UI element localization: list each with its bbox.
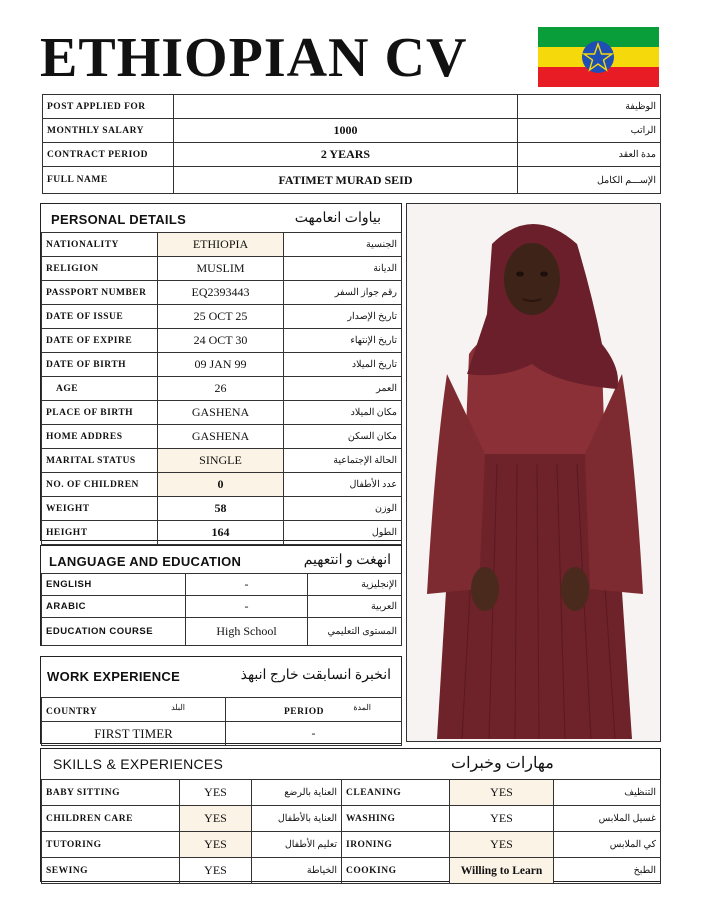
field-value: EQ2393443: [158, 281, 284, 305]
table-row: [42, 698, 402, 722]
skill-value: YES: [180, 858, 252, 884]
table-row: [42, 425, 402, 449]
field-value: GASHENA: [158, 425, 284, 449]
header-label: MONTHLY SALARY: [43, 119, 174, 143]
field-value: -: [186, 596, 308, 618]
table-row: [42, 449, 402, 473]
skills-table: [41, 779, 661, 884]
personal-details-table: [41, 232, 402, 545]
field-label: DATE OF BIRTH: [42, 353, 158, 377]
skill-label: CHILDREN CARE: [42, 806, 180, 832]
work-experience-section: [40, 656, 402, 744]
table-row: [42, 329, 402, 353]
field-value: 26: [158, 377, 284, 401]
field-label-ar: الديانة: [284, 257, 402, 281]
field-value: ETHIOPIA: [158, 233, 284, 257]
table-row: [42, 521, 402, 545]
field-value: High School: [186, 618, 308, 646]
skill-label: WASHING: [342, 806, 450, 832]
table-row: [42, 473, 402, 497]
skill-value: YES: [450, 806, 554, 832]
table-row: [42, 377, 402, 401]
header-label-ar: الراتب: [518, 119, 661, 143]
skill-label-ar: غسيل الملابس: [554, 806, 661, 832]
skill-label: COOKING: [342, 858, 450, 884]
work-experience-heading: WORK EXPERIENCE: [47, 669, 181, 684]
field-value: GASHENA: [158, 401, 284, 425]
skill-value: YES: [180, 806, 252, 832]
skill-label-ar: العناية بالأطفال: [252, 806, 342, 832]
field-value: SINGLE: [158, 449, 284, 473]
field-value: 164: [158, 521, 284, 545]
header-label-ar: مدة العقد: [518, 143, 661, 167]
header-value: FATIMET MURAD SEID: [174, 167, 518, 194]
table-row: [42, 618, 402, 646]
field-label-ar: المستوى التعليمي: [308, 618, 402, 646]
skill-label: CLEANING: [342, 780, 450, 806]
field-label-ar: العربية: [308, 596, 402, 618]
field-label-ar: الحالة الإجتماعية: [284, 449, 402, 473]
table-row: [42, 858, 661, 884]
header-row: [43, 143, 661, 167]
header-value: [174, 95, 518, 119]
header-label: POST APPLIED FOR: [43, 95, 174, 119]
period-label-ar: المدة: [353, 703, 371, 712]
field-label: NATIONALITY: [42, 233, 158, 257]
header-row: [43, 167, 661, 194]
skill-label: BABY SITTING: [42, 780, 180, 806]
table-row: [42, 281, 402, 305]
field-label: MARITAL STATUS: [42, 449, 158, 473]
field-label-ar: مكان السكن: [284, 425, 402, 449]
header-label-ar: الوظيفة: [518, 95, 661, 119]
language-education-heading-ar: انهغت و انتعهيم: [303, 553, 391, 568]
work-table: [41, 697, 402, 746]
candidate-photo: [406, 203, 661, 742]
period-header: [226, 698, 402, 722]
language-education-heading: LANGUAGE AND EDUCATION: [49, 554, 242, 569]
header-label-ar: الإســـم الكامل: [518, 167, 661, 194]
field-label-ar: تاريخ الإنتهاء: [284, 329, 402, 353]
header-row: [43, 95, 661, 119]
table-row: [42, 722, 402, 746]
field-label: ENGLISH: [42, 574, 186, 596]
field-label: HOME ADDRES: [42, 425, 158, 449]
field-label: HEIGHT: [42, 521, 158, 545]
skill-label-ar: العناية بالرضع: [252, 780, 342, 806]
field-label-ar: الجنسية: [284, 233, 402, 257]
table-row: [42, 596, 402, 618]
skill-label-ar: كي الملابس: [554, 832, 661, 858]
field-value: 24 OCT 30: [158, 329, 284, 353]
table-row: [42, 574, 402, 596]
work-experience-heading-ar: انخبرة انسابقت خارج انبهذ: [240, 668, 391, 683]
header-label: FULL NAME: [43, 167, 174, 194]
field-label: PASSPORT NUMBER: [42, 281, 158, 305]
field-label: RELIGION: [42, 257, 158, 281]
personal-details-heading-ar: بياوات انعامهت: [294, 211, 381, 226]
language-education-section: [40, 545, 402, 646]
field-value: 25 OCT 25: [158, 305, 284, 329]
country-header: [42, 698, 226, 722]
field-label: NO. OF CHILDREN: [42, 473, 158, 497]
field-value: 58: [158, 497, 284, 521]
field-label: DATE OF ISSUE: [42, 305, 158, 329]
language-table: [41, 573, 402, 646]
country-label-ar: البلد: [171, 703, 185, 712]
period-label: PERIOD: [284, 706, 324, 717]
skills-section: [40, 748, 661, 882]
table-row: [42, 353, 402, 377]
skill-label-ar: الخياطة: [252, 858, 342, 884]
page-title: ETHIOPIAN CV: [40, 27, 468, 89]
field-label-ar: العمر: [284, 377, 402, 401]
field-value: -: [186, 574, 308, 596]
country-label: COUNTRY: [46, 706, 98, 717]
skill-label-ar: الطبخ: [554, 858, 661, 884]
period-value: -: [226, 722, 402, 746]
country-value: FIRST TIMER: [42, 722, 226, 746]
table-row: [42, 806, 661, 832]
field-label: EDUCATION COURSE: [42, 618, 186, 646]
personal-details-heading: PERSONAL DETAILS: [51, 212, 187, 227]
table-row: [42, 832, 661, 858]
field-label-ar: مكان الميلاد: [284, 401, 402, 425]
skill-value: YES: [450, 832, 554, 858]
person-figure-icon: [407, 204, 660, 741]
skill-value: Willing to Learn: [450, 858, 554, 884]
field-label: PLACE OF BIRTH: [42, 401, 158, 425]
field-label-ar: عدد الأطفال: [284, 473, 402, 497]
table-row: [42, 233, 402, 257]
field-label-ar: الإنجليزية: [308, 574, 402, 596]
field-value: MUSLIM: [158, 257, 284, 281]
field-label-ar: الطول: [284, 521, 402, 545]
skill-label: TUTORING: [42, 832, 180, 858]
field-label-ar: تاريخ الميلاد: [284, 353, 402, 377]
skill-value: YES: [180, 832, 252, 858]
table-row: [42, 257, 402, 281]
skills-heading-ar: مهارات وخبرات: [451, 755, 554, 772]
skills-heading: SKILLS & EXPERIENCES: [53, 756, 224, 772]
header-value: 1000: [174, 119, 518, 143]
field-label-ar: الوزن: [284, 497, 402, 521]
field-value: 09 JAN 99: [158, 353, 284, 377]
skill-label-ar: التنظيف: [554, 780, 661, 806]
field-label: WEIGHT: [42, 497, 158, 521]
field-label: AGE: [42, 377, 158, 401]
header-label: CONTRACT PERIOD: [43, 143, 174, 167]
skill-label-ar: تعليم الأطفال: [252, 832, 342, 858]
header-row: [43, 119, 661, 143]
field-value: 0: [158, 473, 284, 497]
skill-value: YES: [450, 780, 554, 806]
ethiopia-flag-icon: [538, 27, 659, 87]
table-row: [42, 401, 402, 425]
skill-value: YES: [180, 780, 252, 806]
header-value: 2 YEARS: [174, 143, 518, 167]
table-row: [42, 497, 402, 521]
header-table: [42, 94, 661, 194]
personal-details-section: [40, 203, 402, 541]
table-row: [42, 305, 402, 329]
field-label: DATE OF EXPIRE: [42, 329, 158, 353]
skill-label: SEWING: [42, 858, 180, 884]
field-label-ar: رقم جواز السفر: [284, 281, 402, 305]
field-label: ARABIC: [42, 596, 186, 618]
table-row: [42, 780, 661, 806]
skill-label: IRONING: [342, 832, 450, 858]
field-label-ar: تاريخ الإصدار: [284, 305, 402, 329]
